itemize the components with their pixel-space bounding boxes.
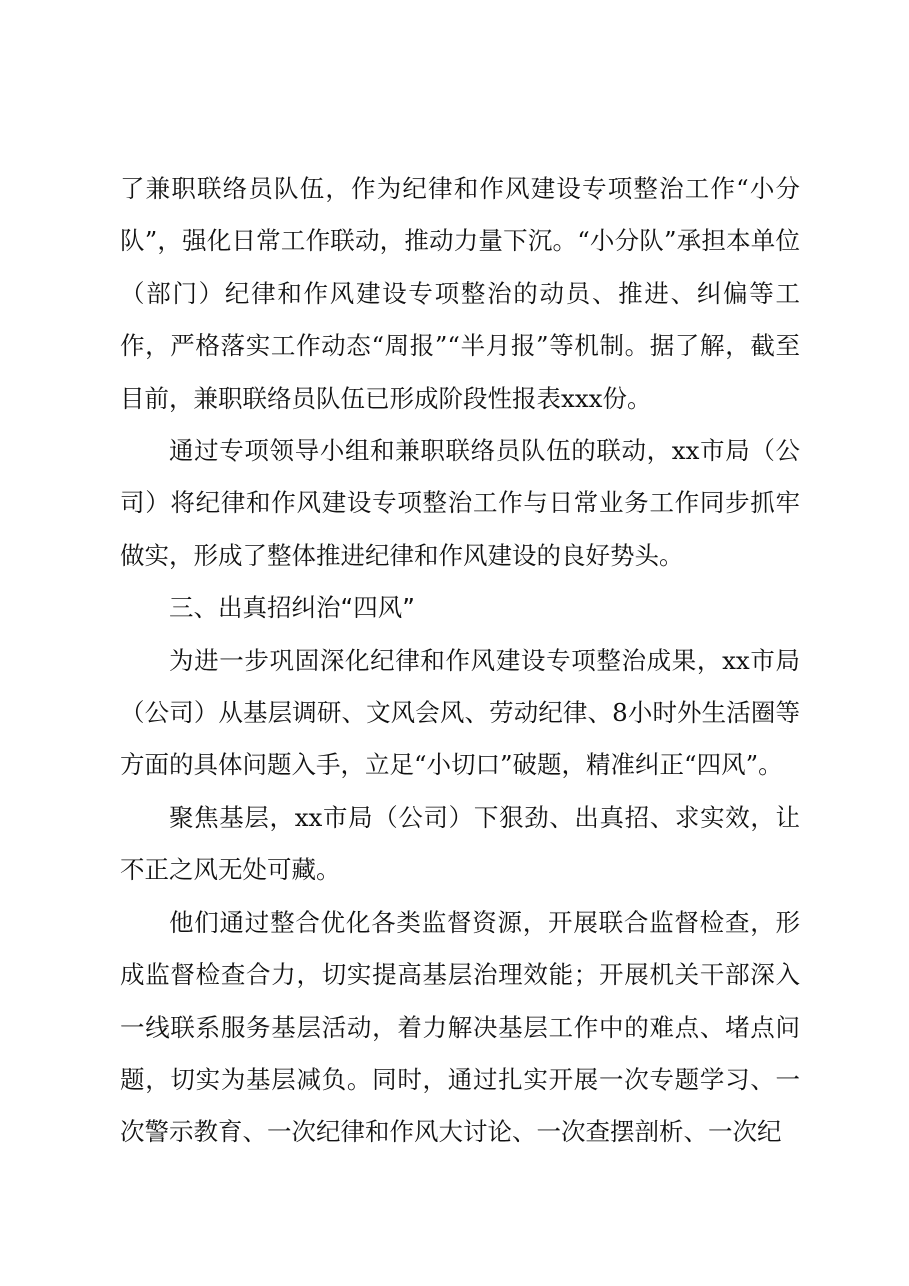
paragraph-liaison-team: 了兼职联络员队伍，作为纪律和作风建设专项整治工作“小分队”，强化日常工作联动，推动力量下沉。“小分队”承担本单位（部门）纪律和作风建设专项整治的动员、推进、纠偏等工作，严格落实工作动态“周报”“半月报”等机制。据了解，截至目前，兼职联络员队伍已形成阶段性报表xxx份。: [120, 174, 800, 413]
paragraph-grassroots-focus: 聚焦基层，xx市局（公司）下狠劲、出真招、求实效，让不正之风无处可藏。: [120, 802, 800, 885]
paragraph-four-winds-intro: 为进一步巩固深化纪律和作风建设专项整治成果，xx市局（公司）从基层调研、文风会风、劳动纪律、8小时外生活圈等方面的具体问题入手，立足“小切口”破题，精准纠正“四风”。: [120, 645, 800, 780]
section-heading-three: 三、出真招纠治“四风”: [169, 593, 415, 623]
paragraph-supervision-measures: 他们通过整合优化各类监督资源，开展联合监督检查，形成监督检查合力，切实提高基层治理效能；开展机关干部深入一线联系服务基层活动，着力解决基层工作中的难点、堵点问题，切实为基层减负。同时，通过扎实开展一次专题学习、一次警示教育、一次纪律和作风大讨论、一次查摆剖析、一次纪: [120, 907, 800, 1147]
document-body: [120, 163, 800, 1159]
paragraph-linkage-result: 通过专项领导小组和兼职联络员队伍的联动，xx市局（公司）将纪律和作风建设专项整治工作与日常业务工作同步抓牢做实，形成了整体推进纪律和作风建设的良好势头。: [120, 436, 800, 570]
